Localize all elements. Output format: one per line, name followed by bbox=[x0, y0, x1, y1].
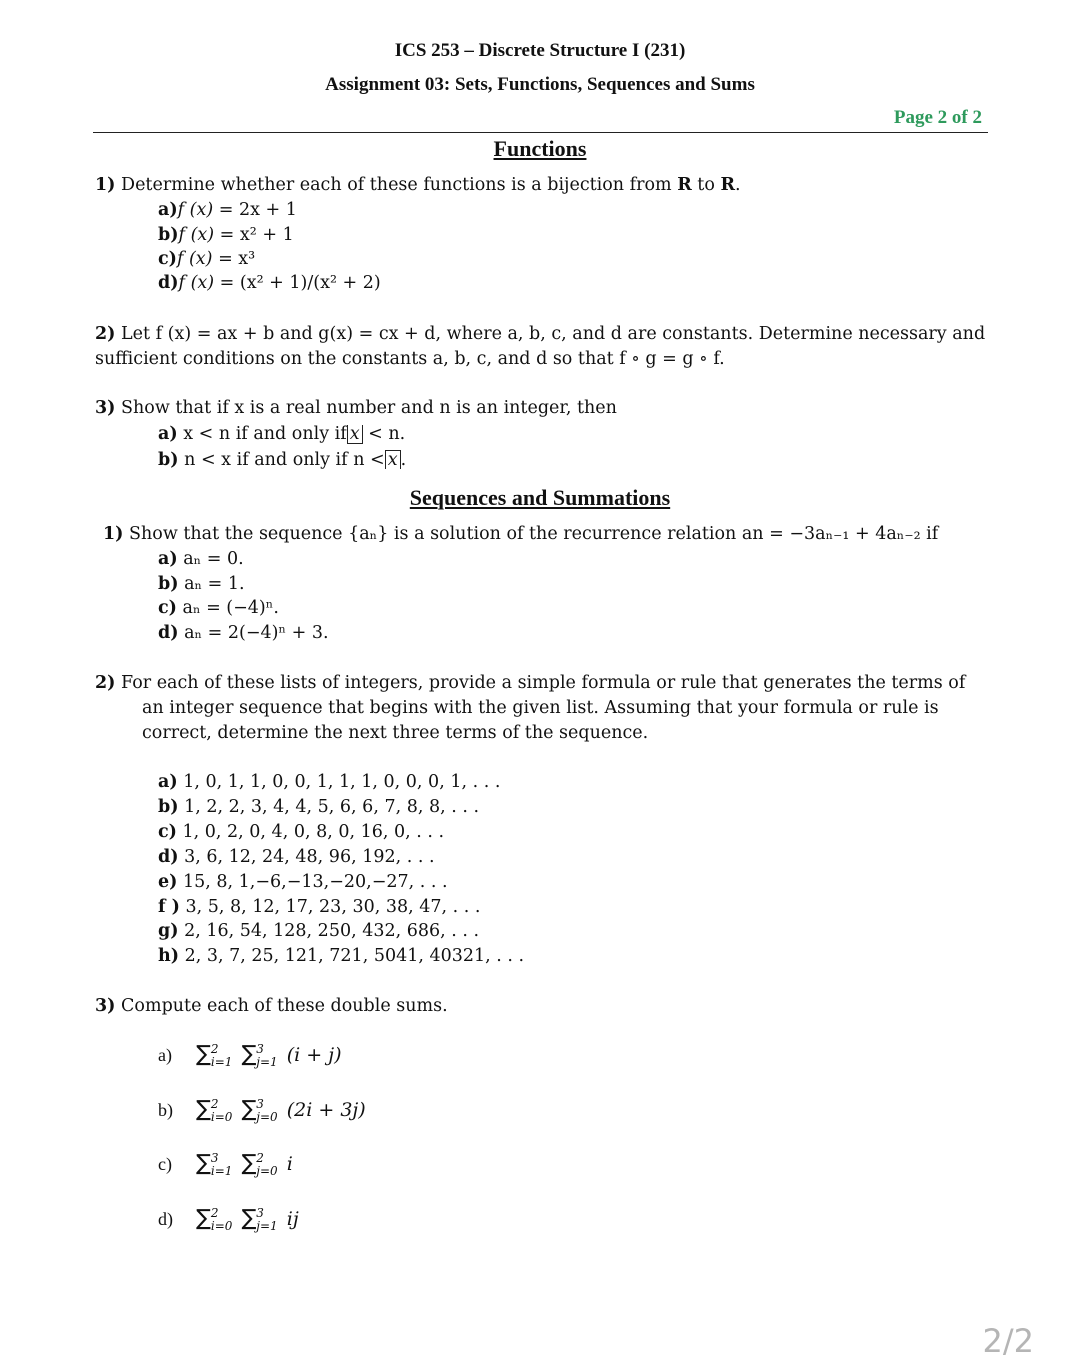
part-lhs: f (x) bbox=[178, 273, 215, 293]
upper-limit: 2 bbox=[210, 1097, 219, 1111]
ceil-var: x bbox=[387, 450, 398, 470]
sum-label: a) bbox=[158, 1045, 172, 1065]
sequences-q2-part-h bbox=[158, 946, 524, 966]
part-label: c) bbox=[158, 249, 177, 269]
page-label: Page 2 of 2 bbox=[893, 107, 982, 128]
functions-q1-part-d bbox=[158, 273, 381, 293]
sigma-symbol: ∑ bbox=[196, 1042, 211, 1067]
functions-q3-part-a bbox=[158, 424, 405, 444]
floor-var: x bbox=[349, 424, 360, 444]
sequences-q2-line3: correct, determine the next three terms of the sequence. bbox=[142, 723, 649, 743]
sum-body: i bbox=[286, 1153, 293, 1175]
functions-q3-part-b bbox=[158, 450, 406, 470]
upper-limit: 3 bbox=[256, 1206, 264, 1220]
sigma-symbol: ∑ bbox=[196, 1151, 211, 1176]
sequences-q1 bbox=[103, 524, 938, 544]
q1-text-end: . bbox=[734, 175, 741, 195]
part-tail: . bbox=[400, 450, 407, 470]
sigma-symbol: ∑ bbox=[241, 1206, 257, 1231]
upper-limit: 3 bbox=[256, 1097, 264, 1111]
sigma-symbol: ∑ bbox=[196, 1097, 211, 1122]
part-label: a) bbox=[158, 200, 178, 220]
course-title: ICS 253 – Discrete Structure I (231) bbox=[394, 40, 686, 61]
double-sum-d bbox=[158, 1206, 299, 1233]
header-divider bbox=[93, 132, 988, 133]
sigma-symbol: ∑ bbox=[241, 1151, 257, 1176]
question-number: 1) bbox=[95, 175, 116, 195]
sequences-q2-part-f bbox=[158, 897, 480, 917]
sequences-q2-part-b bbox=[158, 797, 479, 817]
lower-limit: j=0 bbox=[256, 1110, 278, 1124]
sequences-q2-part-a bbox=[158, 772, 500, 792]
sum-body: (2i + 3j) bbox=[286, 1099, 366, 1121]
sequences-q3 bbox=[95, 996, 448, 1016]
part-label: b) bbox=[158, 797, 179, 817]
sum-limits bbox=[211, 1043, 233, 1069]
floor-bracket bbox=[347, 425, 363, 444]
part-label: c) bbox=[158, 822, 177, 842]
part-text: aₙ = 1. bbox=[184, 574, 245, 594]
question-number: 2) bbox=[95, 324, 116, 344]
sigma-symbol: ∑ bbox=[241, 1042, 257, 1067]
part-text: 15, 8, 1,−6,−13,−20,−27, . . . bbox=[183, 872, 448, 892]
ceiling-bracket bbox=[385, 450, 401, 469]
functions-q3 bbox=[95, 398, 617, 418]
part-lhs: f (x) bbox=[176, 249, 213, 269]
part-label: f ) bbox=[158, 897, 180, 917]
part-rhs: = x² + 1 bbox=[214, 225, 294, 245]
sigma-symbol: ∑ bbox=[196, 1206, 211, 1231]
lower-limit: i=0 bbox=[210, 1219, 233, 1233]
double-sum-c bbox=[158, 1151, 293, 1178]
part-label: a) bbox=[158, 424, 178, 444]
sequences-q1-part-d bbox=[158, 623, 329, 643]
part-label: d) bbox=[158, 273, 179, 293]
sum-body: (i + j) bbox=[286, 1044, 342, 1066]
upper-limit: 3 bbox=[210, 1151, 219, 1165]
part-text: n < x if and only if n < bbox=[184, 450, 385, 470]
reals-symbol: R bbox=[677, 175, 692, 195]
sequences-q2-part-d bbox=[158, 847, 435, 867]
sequences-q2-line1 bbox=[95, 673, 965, 693]
sequences-heading: Sequences and Summations bbox=[409, 485, 671, 510]
question-number: 3) bbox=[95, 996, 116, 1016]
functions-q2-line1 bbox=[95, 324, 985, 344]
upper-limit: 2 bbox=[210, 1206, 219, 1220]
part-text: 3, 6, 12, 24, 48, 96, 192, . . . bbox=[184, 847, 435, 867]
sum-label: d) bbox=[158, 1209, 173, 1229]
sequences-q2-line2: an integer sequence that begins with the given list. Assuming that your formula or rule is bbox=[142, 698, 939, 718]
part-label: b) bbox=[158, 574, 179, 594]
double-sum-a bbox=[158, 1042, 342, 1069]
q3-text: Show that if x is a real number and n is an integer, then bbox=[121, 398, 617, 418]
sum-limits bbox=[256, 1207, 277, 1233]
functions-q1-part-c bbox=[158, 249, 255, 269]
sum-label: c) bbox=[158, 1154, 172, 1174]
upper-limit: 3 bbox=[256, 1042, 264, 1056]
part-rhs: = (x² + 1)/(x² + 2) bbox=[214, 273, 381, 293]
sum-limits bbox=[211, 1098, 233, 1124]
part-label: b) bbox=[158, 225, 179, 245]
sequences-q2-part-g bbox=[158, 921, 479, 941]
question-number: 3) bbox=[95, 398, 116, 418]
lower-limit: i=0 bbox=[210, 1110, 233, 1124]
sum-limits bbox=[211, 1207, 233, 1233]
part-text: x < n if and only if bbox=[183, 424, 347, 444]
functions-heading: Functions bbox=[493, 136, 587, 161]
sum-limits bbox=[256, 1098, 277, 1124]
sum-limits bbox=[256, 1152, 277, 1178]
sequences-q2-part-c bbox=[158, 822, 444, 842]
part-label: c) bbox=[158, 598, 177, 618]
q2-text: For each of these lists of integers, provide a simple formula or rule that generates the terms of bbox=[121, 673, 966, 693]
functions-q1-part-b bbox=[158, 225, 294, 245]
assignment-title: Assignment 03: Sets, Functions, Sequences and Sums bbox=[325, 74, 755, 95]
sum-limits bbox=[256, 1043, 277, 1069]
lower-limit: j=0 bbox=[256, 1164, 278, 1178]
q3-text: Compute each of these double sums. bbox=[121, 996, 448, 1016]
double-sum-b bbox=[158, 1097, 366, 1124]
question-number: 2) bbox=[95, 673, 116, 693]
part-label: d) bbox=[158, 847, 179, 867]
part-text: 2, 16, 54, 128, 250, 432, 686, . . . bbox=[184, 921, 480, 941]
functions-q1-part-a bbox=[158, 200, 297, 220]
lower-limit: i=1 bbox=[210, 1164, 233, 1178]
part-label: h) bbox=[158, 946, 180, 966]
functions-q2-line2: sufficient conditions on the constants a, b, c, and d so that f ∘ g = g ∘ f. bbox=[95, 349, 725, 369]
functions-q1 bbox=[95, 175, 741, 195]
part-label: g) bbox=[158, 921, 179, 941]
page-indicator: 2/2 bbox=[982, 1322, 1034, 1360]
question-number: 1) bbox=[103, 524, 124, 544]
part-text: 1, 2, 2, 3, 4, 4, 5, 6, 6, 7, 8, 8, . . . bbox=[184, 797, 480, 817]
part-lhs: f (x) bbox=[177, 200, 214, 220]
part-tail: < n. bbox=[362, 424, 406, 444]
q2-text: Let f (x) = ax + b and g(x) = cx + d, where a, b, c, and d are constants. Determine necessary and bbox=[121, 324, 986, 344]
upper-limit: 2 bbox=[210, 1042, 219, 1056]
lower-limit: i=1 bbox=[210, 1055, 233, 1069]
part-label: a) bbox=[158, 772, 178, 792]
part-text: 1, 0, 2, 0, 4, 0, 8, 0, 16, 0, . . . bbox=[182, 822, 445, 842]
part-text: 1, 0, 1, 1, 0, 0, 1, 1, 1, 0, 0, 0, 1, . . . bbox=[183, 772, 501, 792]
part-label: b) bbox=[158, 450, 179, 470]
lower-limit: j=1 bbox=[256, 1219, 278, 1233]
q1-text: Show that the sequence {aₙ} is a solution of the recurrence relation an = −3aₙ₋₁ + 4aₙ₋₂ if bbox=[129, 524, 939, 544]
part-text: aₙ = (−4)ⁿ. bbox=[182, 598, 279, 618]
part-text: aₙ = 0. bbox=[183, 549, 244, 569]
sum-body: ij bbox=[286, 1208, 299, 1230]
part-label: d) bbox=[158, 623, 179, 643]
part-text: aₙ = 2(−4)ⁿ + 3. bbox=[184, 623, 329, 643]
sum-label: b) bbox=[158, 1100, 173, 1120]
sum-limits bbox=[211, 1152, 233, 1178]
part-label: e) bbox=[158, 872, 178, 892]
sequences-q1-part-a bbox=[158, 549, 244, 569]
part-text: 2, 3, 7, 25, 121, 721, 5041, 40321, . . . bbox=[184, 946, 525, 966]
sigma-symbol: ∑ bbox=[241, 1097, 257, 1122]
sequences-q1-part-b bbox=[158, 574, 245, 594]
part-rhs: = 2x + 1 bbox=[213, 200, 297, 220]
sequences-q2-part-e bbox=[158, 872, 448, 892]
lower-limit: j=1 bbox=[256, 1055, 278, 1069]
part-label: a) bbox=[158, 549, 178, 569]
part-lhs: f (x) bbox=[178, 225, 215, 245]
sequences-q1-part-c bbox=[158, 598, 279, 618]
q1-text-to: to bbox=[691, 175, 721, 195]
part-text: 3, 5, 8, 12, 17, 23, 30, 38, 47, . . . bbox=[185, 897, 481, 917]
part-rhs: = x³ bbox=[212, 249, 256, 269]
reals-symbol: R bbox=[720, 175, 735, 195]
upper-limit: 2 bbox=[256, 1151, 264, 1165]
q1-text: Determine whether each of these functions is a bijection from bbox=[121, 175, 678, 195]
